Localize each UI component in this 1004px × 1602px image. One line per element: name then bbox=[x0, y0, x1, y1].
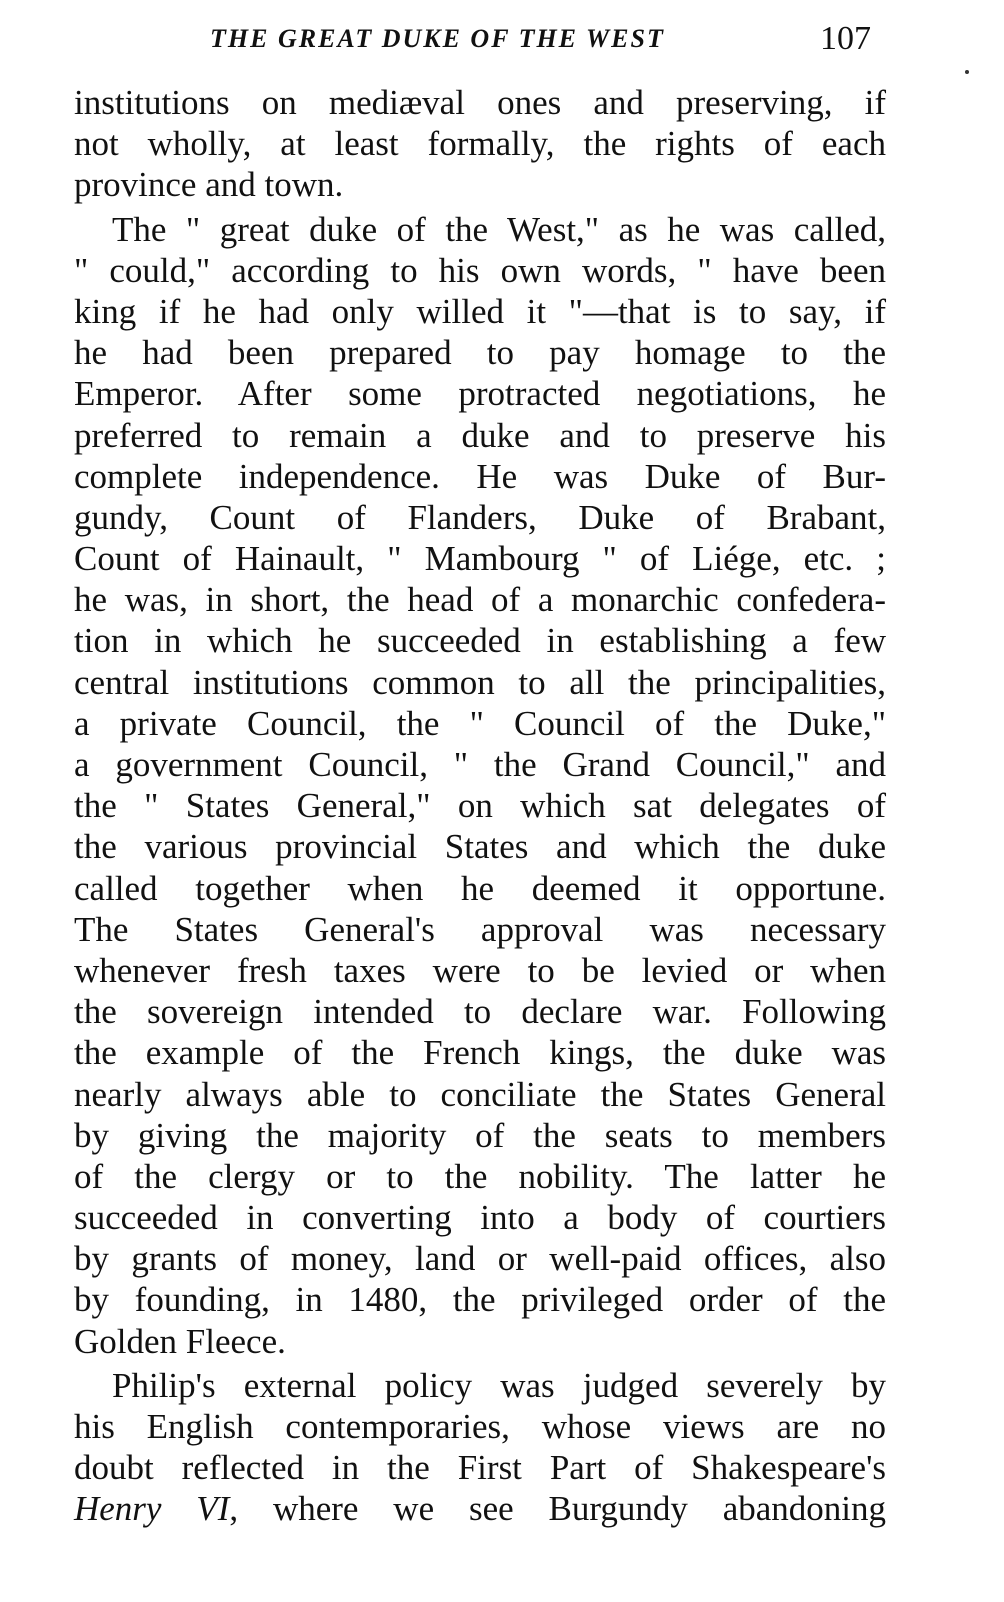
text-line: a government Council, " the Grand Council," and bbox=[74, 745, 886, 784]
page-number: 107 bbox=[820, 20, 871, 57]
text-line: Count of Hainault, " Mambourg " of Liége, etc. ; bbox=[74, 539, 886, 579]
paragraph bbox=[74, 1365, 886, 1530]
print-speck bbox=[965, 70, 969, 74]
line-remainder: , where we see Burgundy abandoning bbox=[229, 1489, 886, 1529]
text-line: by grants of money, land or well-paid offices, also bbox=[74, 1239, 886, 1279]
text-line: he had been prepared to pay homage to the bbox=[74, 333, 886, 373]
running-head bbox=[0, 20, 1004, 60]
italic-title: Henry VI bbox=[74, 1489, 230, 1529]
text-line: The " great duke of the West," as he was called, bbox=[112, 209, 886, 249]
text-line: " could," according to his own words, " have been bbox=[74, 250, 886, 290]
running-title: THE GREAT DUKE OF THE WEST bbox=[210, 24, 665, 53]
text-line: complete independence. He was Duke of Bur- bbox=[74, 456, 886, 496]
text-line: king if he had only willed it "—that is to say, if bbox=[74, 291, 886, 331]
body-text bbox=[74, 82, 886, 1530]
text-line: the " States General," on which sat delegates of bbox=[74, 786, 886, 826]
text-line: province and town. bbox=[74, 165, 344, 205]
text-line: Philip's external policy was judged severely by bbox=[112, 1365, 886, 1405]
paragraph bbox=[74, 209, 886, 1362]
text-line: of the clergy or to the nobility. The latter he bbox=[74, 1156, 886, 1196]
text-line: Golden Fleece. bbox=[74, 1321, 286, 1361]
text-line: whenever fresh taxes were to be levied or when bbox=[74, 950, 886, 990]
text-line: called together when he deemed it opportune. bbox=[74, 868, 886, 908]
text-line: by founding, in 1480, the privileged order of the bbox=[74, 1280, 886, 1320]
text-line: he was, in short, the head of a monarchic confedera- bbox=[74, 580, 886, 620]
text-line: Emperor. After some protracted negotiations, he bbox=[74, 374, 886, 414]
text-line: not wholly, at least formally, the rights of each bbox=[74, 124, 886, 164]
text-line: preferred to remain a duke and to preserve his bbox=[74, 415, 886, 455]
text-line: central institutions common to all the principalities, bbox=[74, 662, 886, 702]
text-line: his English contemporaries, whose views are no bbox=[74, 1407, 886, 1446]
text-line: the example of the French kings, the duke was bbox=[74, 1033, 886, 1073]
paragraph bbox=[74, 82, 886, 206]
text-line: by giving the majority of the seats to members bbox=[74, 1115, 886, 1155]
text-line: nearly always able to conciliate the States General bbox=[74, 1074, 886, 1114]
text-line-with-title bbox=[74, 1488, 886, 1529]
text-line: doubt reflected in the First Part of Shakespeare's bbox=[74, 1448, 886, 1488]
text-line: institutions on mediæval ones and preserving, if bbox=[74, 83, 886, 122]
text-line: succeeded in converting into a body of courtiers bbox=[74, 1198, 886, 1238]
text-line: The States General's approval was necessary bbox=[74, 909, 886, 949]
text-line: a private Council, the " Council of the Duke," bbox=[74, 703, 886, 743]
text-line: the various provincial States and which the duke bbox=[74, 827, 886, 867]
text-line: tion in which he succeeded in establishing a few bbox=[74, 621, 886, 661]
text-line: gundy, Count of Flanders, Duke of Brabant, bbox=[74, 497, 886, 537]
text-line: the sovereign intended to declare war. Following bbox=[74, 992, 886, 1032]
